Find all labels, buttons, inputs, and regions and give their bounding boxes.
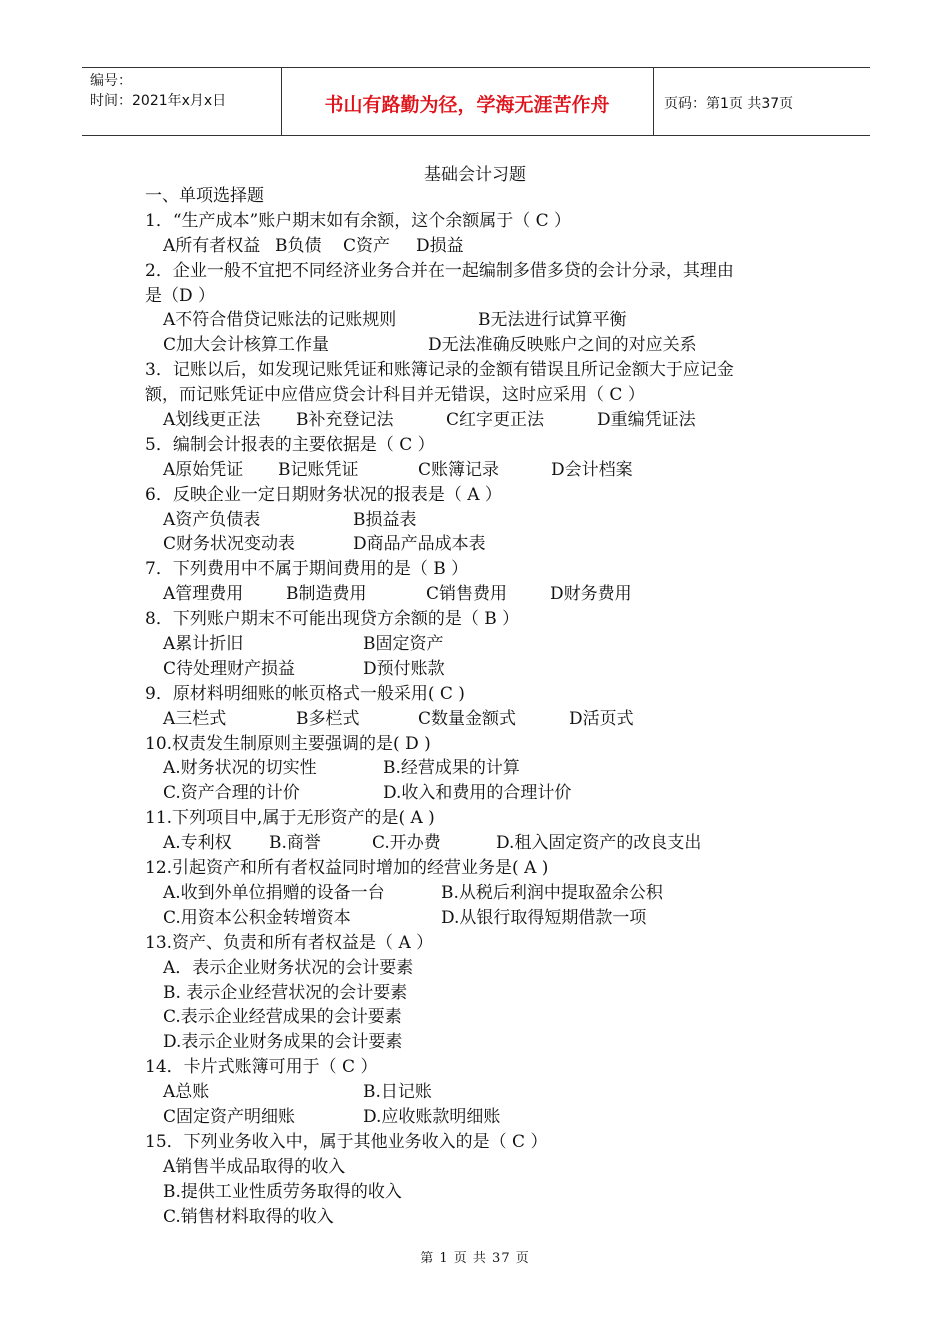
option-text: B.经营成果的计算 [383,758,520,779]
header-divider [653,67,654,135]
option-row [145,1180,815,1205]
question-text: 10.权责发生制原则主要强调的是( D ) [145,733,431,754]
question-text: 7．下列费用中不属于期间费用的是（ B ） [145,559,469,580]
document-date: 时间：2021年x月x日 [90,93,227,109]
option-text: A划线更正法 [163,410,261,431]
question-text: 8．下列账户期末不可能出现贷方余额的是（ B ） [145,609,520,630]
option-text: C账簿记录 [418,459,500,480]
option-text: C.资产合理的计价 [163,783,300,804]
option-text: B固定资产 [363,634,444,655]
option-text: C资产 [343,235,391,256]
document-title: 基础会计习题 [424,165,526,185]
option-row [145,1205,815,1230]
option-text: B损益表 [353,509,417,530]
question-line [145,1130,815,1155]
question-text: 12.引起资产和所有者权益同时增加的经营业务是( A ) [145,858,549,879]
question-text: 15．下列业务收入中，属于其他业务收入的是（ C ） [145,1131,548,1152]
question-line [145,209,815,234]
option-row [145,508,815,533]
option-row [145,881,815,906]
question-line [145,284,815,309]
question-line [145,358,815,383]
question-text: 2．企业一般不宜把不同经济业务合并在一起编制多借多贷的会计分录，其理由 [145,260,734,281]
header-page-info: 页码：第1页 共37页 [664,96,794,112]
question-line [145,856,815,881]
option-text: A．表示企业财务状况的会计要素 [163,957,414,978]
option-text: D会计档案 [551,459,633,480]
question-text: 是（D ） [145,285,216,306]
option-text: D.租入固定资产的改良支出 [496,833,702,854]
option-text: A累计折旧 [163,634,244,655]
exercise-list [145,184,815,1229]
page-footer: 第 1 页 共 37 页 [420,1251,530,1266]
option-text: B多栏式 [296,708,360,729]
option-text: D.收入和费用的合理计价 [383,783,572,804]
question-text: 额，而记账凭证中应借应贷会计科目并无错误，这时应采用（ C ） [145,385,645,406]
option-text: C固定资产明细账 [163,1106,296,1127]
option-text: B记账凭证 [278,459,359,480]
option-text: A.收到外单位捐赠的设备一台 [163,882,385,903]
question-line [145,557,815,582]
header-meta [90,71,226,111]
question-line [145,732,815,757]
question-text: 5．编制会计报表的主要依据是（ C ） [145,434,435,455]
question-text: 3．记账以后，如发现记账凭证和账簿记录的金额有错误且所记金额大于应记金 [145,360,734,381]
option-row [145,532,815,557]
option-text: A资产负债表 [163,509,261,530]
option-text: B负债 [275,235,322,256]
option-row [145,408,815,433]
option-row [145,1005,815,1030]
option-row [145,632,815,657]
option-row [145,333,815,358]
option-text: C.销售材料取得的收入 [163,1206,334,1227]
option-row [145,831,815,856]
option-text: A原始凭证 [163,459,244,480]
question-line [145,483,815,508]
option-row [145,756,815,781]
question-text: 1．“生产成本”账户期末如有余额，这个余额属于（ C ） [145,210,572,231]
option-text: C.开办费 [372,833,441,854]
question-line [145,383,815,408]
option-row [145,308,815,333]
option-text: D.表示企业财务成果的会计要素 [163,1032,403,1053]
option-row [145,781,815,806]
option-text: C红字更正法 [446,410,545,431]
option-text: D.从银行取得短期借款一项 [441,907,647,928]
option-row [145,1080,815,1105]
question-line [145,1055,815,1080]
option-text: C.表示企业经营成果的会计要素 [163,1007,402,1028]
option-text: C财务状况变动表 [163,534,296,555]
question-line [145,931,815,956]
option-text: B. 表示企业经营状况的会计要素 [163,982,408,1003]
header-bottom-rule [82,135,870,136]
document-number-label: 编号： [90,73,132,89]
option-text: B.从税后利润中提取盈余公积 [441,882,663,903]
question-text: 13.资产、负责和所有者权益是（ A ） [145,932,434,953]
header-motto: 书山有路勤为径，学海无涯苦作舟 [324,94,610,116]
question-line [145,607,815,632]
option-text: B制造费用 [286,584,367,605]
option-row [145,906,815,931]
option-row [145,707,815,732]
option-text: A.财务状况的切实性 [163,758,317,779]
option-row [145,1105,815,1130]
option-text: D重编凭证法 [597,410,696,431]
option-text: D.应收账款明细账 [363,1106,501,1127]
option-text: D商品产品成本表 [353,534,486,555]
option-text: C销售费用 [426,584,508,605]
question-text: 14．卡片式账簿可用于（ C ） [145,1057,378,1078]
option-text: A三栏式 [163,708,227,729]
question-line [145,806,815,831]
option-text: B补充登记法 [296,410,394,431]
question-line [145,682,815,707]
question-text: 11.下列项目中,属于无形资产的是( A ) [145,808,435,829]
option-text: A销售半成品取得的收入 [163,1156,346,1177]
question-line [145,433,815,458]
option-text: D损益 [416,235,464,256]
option-text: A所有者权益 [163,235,261,256]
option-text: B.日记账 [363,1082,432,1103]
question-line [145,259,815,284]
option-row [145,1155,815,1180]
option-text: D活页式 [569,708,634,729]
option-text: C加大会计核算工作量 [163,335,330,356]
option-text: B.商誉 [269,833,321,854]
option-text: D无法准确反映账户之间的对应关系 [428,335,697,356]
option-row [145,981,815,1006]
option-text: C数量金额式 [418,708,517,729]
option-text: D预付账款 [363,658,445,679]
option-row [145,234,815,259]
option-row [145,657,815,682]
option-text: A管理费用 [163,584,244,605]
option-text: C.用资本公积金转增资本 [163,907,351,928]
question-text: 一、单项选择题 [145,186,264,206]
option-text: C待处理财产损益 [163,658,296,679]
option-text: A不符合借贷记账法的记账规则 [163,310,397,331]
option-text: B.提供工业性质劳务取得的收入 [163,1181,402,1202]
header-top-rule [82,67,870,68]
question-line [145,184,815,209]
option-text: D财务费用 [550,584,632,605]
option-text: B无法进行试算平衡 [478,310,627,331]
question-text: 6．反映企业一定日期财务状况的报表是（ A ） [145,484,502,505]
question-text: 9．原材料明细账的帐页格式一般采用( C ) [145,683,465,704]
option-row [145,956,815,981]
option-row [145,458,815,483]
option-text: A.专利权 [163,833,232,854]
option-row [145,582,815,607]
option-row [145,1030,815,1055]
option-text: A总账 [163,1082,210,1103]
